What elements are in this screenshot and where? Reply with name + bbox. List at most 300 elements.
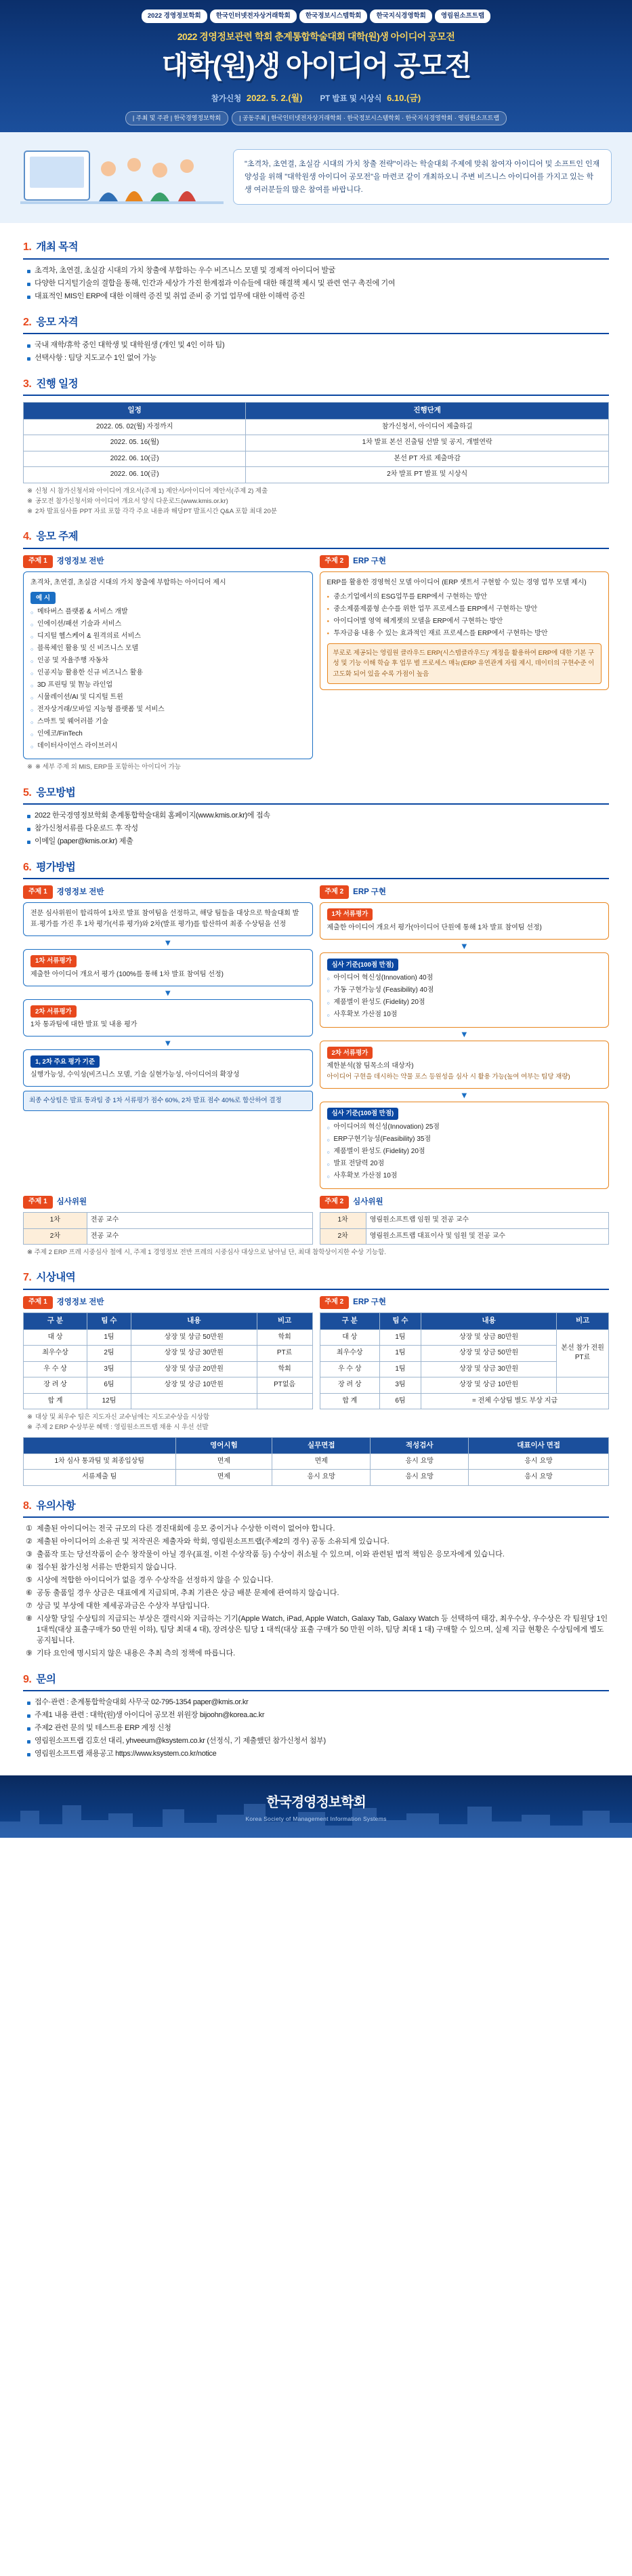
section-apply-number: 5.: [23, 786, 32, 799]
awards-2-tag: 주제 2: [320, 1296, 350, 1310]
awards-1-name: 경영정보 전반: [56, 1298, 104, 1307]
list-item: ⑤ 시상에 적합한 아이디어가 없을 경우 수상작을 선정하지 않을 수 있습니다.: [26, 1575, 274, 1584]
cell-group: 서류제출 팀: [24, 1470, 176, 1486]
judges-2-head: [320, 1196, 610, 1209]
table-row: [320, 1228, 609, 1245]
notice-text: 접수된 참가신청 서류는 반환되지 않습니다.: [37, 1563, 177, 1572]
cell-remark: PT료: [257, 1346, 312, 1362]
eval-1-tag: 주제 1: [23, 885, 53, 899]
cell-teams: 1팀: [379, 1346, 421, 1362]
section-awards-heading: 시상내역: [36, 1272, 76, 1284]
footer-logo-name-en: Korea Society of Management Information Systems: [245, 1815, 387, 1822]
section-notice: [23, 1498, 609, 1659]
arrow-down-icon: ▼: [459, 1089, 469, 1100]
cell-value: 응시 요망: [272, 1470, 371, 1486]
section-evaluation-title: [23, 860, 609, 879]
awards-2-table: [320, 1312, 610, 1409]
column-header-division: 구 분: [24, 1313, 87, 1329]
section-awards-title: [23, 1270, 609, 1289]
list-item: ○ 3D 프린팅 및 智능 라인업: [30, 680, 306, 691]
list-item: 이메일 (paper@kmis.or.kr) 제출: [26, 837, 609, 847]
judges-1-head: [23, 1196, 313, 1209]
eval-2-name: ERP 구현: [353, 887, 387, 896]
cell-value: 면제: [175, 1453, 272, 1470]
section-eligibility: [23, 315, 609, 364]
note-item: ※ 주제 2 ERP 수상부문 혜택 : 영림원소프트랩 채용 시 우선 선발: [27, 1422, 609, 1432]
judges-2-table: [320, 1212, 610, 1245]
notice-text: 상금 및 부상에 대한 제세공과금은 수상자 부담입니다.: [37, 1601, 210, 1610]
judges-2-name: 심사위원: [353, 1198, 383, 1207]
cell-group: 1차 심사 통과팀 및 최종입상팀: [24, 1453, 176, 1470]
purpose-list: [23, 266, 609, 302]
section-purpose-title: [23, 239, 609, 259]
eval-1-step-3: [23, 1049, 313, 1087]
cell-remark: 학회: [257, 1329, 312, 1346]
table-row: [24, 1329, 313, 1346]
section-eligibility-title: [23, 315, 609, 334]
cell-content: 상장 및 상금 10만원: [131, 1377, 257, 1394]
list-item: ○ 시뮬레이션/AI 및 디지털 트윈: [30, 692, 306, 703]
eval-1-head: [23, 885, 313, 899]
list-item: ⑧ 시상할 당일 수상팀의 지급되는 부상은 갤럭시와 지급하는 기기(Apple Watch, iPad, Apple Watch, Galaxy Tab, Galaxy Watch 등 선택하여 태강, 최우수상, 우수상은 각 팀원당 1인 1대씩(대상 표출구매가 50 만원 이하), 팀당 최대 4 대), 장려상은 팀당 1 대씩(대상 표출 구매가 50 만원 이하, 팀당 최대 1 대) 구매할 수 있으며, 실제 지급 현황은 수상팀에게 별도 공지됩니다.: [26, 1614, 608, 1645]
cell-teams: 6팀: [87, 1377, 131, 1394]
section-evaluation-number: 6.: [23, 861, 32, 873]
section-theme: [23, 529, 609, 772]
section-contact-number: 9.: [23, 1673, 32, 1685]
cell-remark: 본선 참가 전원 PT료: [557, 1329, 609, 1377]
cell-value: 응시 요망: [371, 1453, 469, 1470]
eval-1-step-2-tag: 2차 서류평가: [30, 1005, 77, 1018]
intro-illustration: [20, 142, 224, 212]
awards-2-head: [320, 1296, 610, 1310]
header-dates: [0, 92, 632, 105]
cell-division: 대 상: [24, 1329, 87, 1346]
awards-1-table: [23, 1312, 313, 1409]
apply-list: [23, 811, 609, 847]
column-header-division: 구 분: [320, 1313, 379, 1329]
association-pill: 한국정보시스템학회: [299, 9, 368, 23]
cell-content: 상장 및 상금 50만원: [421, 1346, 556, 1362]
list-item: ○ 인에코/FinTech: [30, 729, 306, 740]
theme-2-highlight: 부로로 제공되는 영림원 클라우드 ERP(시스템클라우드)' 계정을 활용하여 ERP에 대한 기본 구성 및 기능 이해 학습 후 업무 별 프로세스 매뉴(ERP 유연관계 자립 제시, 데이터의 구현수준 이 고도화 되어 있을 수록 가점이 높음: [327, 643, 602, 684]
theme-column-1: [23, 555, 313, 773]
list-item: ○ 스마트 및 웨어러블 기술: [30, 717, 306, 727]
table-header-row: [24, 1313, 313, 1329]
cell-division: 합 계: [320, 1393, 379, 1409]
list-item: ② 제출된 아이디어의 소유권 및 저작권은 제출자와 학회, 영림원소프트랩(주제2의 경우) 공동 소유되게 있습니다.: [26, 1537, 389, 1546]
cell-value: 응시 요망: [469, 1470, 609, 1486]
section-notice-title: [23, 1498, 609, 1518]
table-row: [24, 435, 609, 451]
cell-judge: 전공 교수: [87, 1213, 312, 1229]
benefit-table: [23, 1437, 609, 1486]
eval-1-step-1-text: 제출한 아이디어 개요서 평가 (100%를 통해 1차 발표 참여팀 선정): [30, 971, 224, 979]
cell-content: 상장 및 상금 80만원: [421, 1329, 556, 1346]
awards-1-head: [23, 1296, 313, 1310]
list-item: ○ 가동 구현가능성 (Feasibility) 40점: [327, 985, 602, 996]
column-header-content: 내용: [421, 1313, 556, 1329]
eval-2-step-1-text: 제출한 아이디어 개요서 평가(아이디어 단원에 통해 1차 발표 참여팀 선정): [326, 924, 542, 932]
arrow-down-icon: ▼: [459, 941, 469, 952]
table-row: [320, 1393, 609, 1409]
eval-1-step-2: [23, 999, 313, 1037]
theme-1-example-tag: 예 시: [30, 592, 56, 604]
arrow-down-icon: ▼: [163, 1038, 173, 1049]
section-apply: [23, 785, 609, 847]
cell-teams: 2팀: [87, 1346, 131, 1362]
contact-item-theme1[interactable]: 주제1 내용 관련 : 대학(원)생 아이디어 공모전 위원장 bijoohn@korea.ac.kr: [26, 1710, 609, 1721]
list-item: ○ 사후확보 가산점 10점: [327, 1009, 602, 1020]
cell-date: 2022. 06. 10(금): [24, 451, 246, 467]
contact-item-office[interactable]: 접수·관련 : 춘계통합학술대회 사무국 02-795-1354 paper@kmis.or.kr: [26, 1697, 609, 1708]
list-item: ○ 메타버스 플랫폼 & 서비스 개발: [30, 607, 306, 618]
column-header-remark: 비고: [257, 1313, 312, 1329]
list-item: 선택사항 : 팀당 지도교수 1인 없어 가능: [26, 353, 609, 364]
cell-teams: 1팀: [379, 1329, 421, 1346]
theme-column-2: [320, 555, 610, 773]
list-item: 초격차, 초연결, 초실감 시대의 가치 창출에 부합하는 우수 비즈니스 모델 및 경제적 아이디어 발굴: [26, 266, 609, 277]
eval-2-criteria-2: [320, 1102, 610, 1189]
association-pill: 영림원소프트랩: [435, 9, 490, 23]
association-pill-row: [0, 9, 632, 23]
cell-content: 상장 및 상금 30만원: [131, 1346, 257, 1362]
column-header-ceo-interview: 대표이사 면접: [469, 1437, 609, 1453]
notice-text: 기타 요인에 명시되지 않은 내용은 추최 측의 정책에 따릅니다.: [37, 1649, 236, 1657]
eval-1-step-3-text: 실행가능성, 수익성(비즈니스 모델, 기술 실현가능성, 아이디어의 확장성: [30, 1071, 240, 1079]
section-eligibility-number: 2.: [23, 316, 32, 328]
contact-item-theme2: 주제2 관련 문의 및 테스트용 ERP 계정 신청: [26, 1723, 609, 1734]
column-header-practical-interview: 실무면접: [272, 1437, 371, 1453]
list-item: ● 아이디어별 영역 헤게젯의 모델을 ERP에서 구현하는 방안: [327, 616, 602, 627]
table-row: [24, 1453, 609, 1470]
arrow-down-icon: ▼: [459, 1029, 469, 1040]
theme-1-head: [23, 555, 313, 569]
list-item: ○ 인공 및 자율주행 자동차: [30, 656, 306, 666]
cell-division: 장 려 상: [24, 1377, 87, 1394]
theme-2-tag: 주제 2: [320, 555, 350, 569]
table-row: [24, 1393, 313, 1409]
pt-date: [320, 92, 421, 105]
organizer-row: [0, 111, 632, 125]
table-row: [320, 1377, 609, 1394]
apply-date: [211, 92, 303, 105]
apply-date-value: 2022. 5. 2.(월): [246, 92, 303, 103]
theme-1-tag: 주제 1: [23, 555, 53, 569]
cell-round: 2차: [320, 1228, 366, 1245]
table-row: [24, 467, 609, 483]
cell-value: 면제: [175, 1470, 272, 1486]
list-item: ○ 인공지능 활용한 신규 비즈니스 활용: [30, 668, 306, 679]
cell-teams: 12팀: [87, 1393, 131, 1409]
pt-date-value: 6.10.(금): [387, 92, 421, 103]
list-item: ○ 발표 전달력 20점: [327, 1159, 602, 1169]
cell-teams: 3팀: [379, 1377, 421, 1394]
organizer-cohost: | 공동주최 | 한국인터넷전자상거래학회 · 한국정보시스템학회 · 한국지식경영학회 · 영림원소프트랩: [232, 111, 507, 125]
section-theme-heading: 응모 주제: [36, 531, 79, 543]
section-eligibility-heading: 응모 자격: [36, 316, 79, 328]
cell-division: 합 계: [24, 1393, 87, 1409]
page-title: 대학(원)생 아이디어 공모전: [161, 50, 471, 82]
cell-stage: 2차 발표 PT 발표 및 시상식: [246, 467, 609, 483]
eval-2-criteria-2-tag: 심사 기준(100점 만점): [327, 1108, 399, 1120]
cell-content: [131, 1393, 257, 1409]
judges-2-tag: 주제 2: [320, 1196, 350, 1209]
section-evaluation: [23, 860, 609, 1258]
cell-remark: [557, 1377, 609, 1394]
section-awards: [23, 1270, 609, 1485]
note-item: ※ ※ 주제 2 ERP 프레 시중심사 철에 시, 주제 1 경영정보 전반 프레의 시중심사 대상으로 남아님 단, 최대 참학상이지한 수상 기능함.: [27, 1247, 609, 1257]
theme-1-note: [23, 762, 313, 772]
theme-2-head: [320, 555, 610, 569]
awards-column-1: [23, 1296, 313, 1409]
list-item: ⑥ 공동 출품일 경우 상금은 대표에게 지급되며, 추최 기관은 상금 배분 문제에 관여하지 않습니다.: [26, 1588, 339, 1597]
cell-content: = 전체 수상팀 별도 부상 지급: [421, 1393, 608, 1409]
theme-2-name: ERP 구현: [353, 557, 387, 566]
list-item: ⑨ 기타 요인에 명시되지 않은 내용은 추최 측의 정책에 따릅니다.: [26, 1649, 236, 1657]
section-purpose-heading: 개최 목적: [36, 241, 79, 254]
cell-round: 2차: [24, 1228, 87, 1245]
organizer-host: | 주최 및 주관 | 한국경영정보학회: [125, 111, 228, 125]
eval-2-criteria-2-list: [327, 1122, 602, 1182]
judges-column-1: [23, 1196, 313, 1245]
cell-stage: 본선 PT 자료 제출마감: [246, 451, 609, 467]
list-item: ○ 데이터사이언스 라이브러시: [30, 741, 306, 752]
table-row: [24, 1361, 313, 1377]
cell-content: 상장 및 상금 50만원: [131, 1329, 257, 1346]
list-item: ① 제출된 아이디어는 전국 규모의 다른 경진대회에 응모 중이거나 수상한 이력이 없어야 합니다.: [26, 1525, 335, 1533]
table-header-row: [24, 403, 609, 419]
notice-text: 제출된 아이디어의 소유권 및 저작권은 제출자와 학회, 영림원소프트랩(주제2의 경우) 공동 소유되게 있습니다.: [37, 1537, 389, 1546]
poster-header: [0, 0, 632, 132]
eval-2-step-2-sub: 아이디어 구현을 데시하는 약물 포스 등원성을 심사 시 활용 가능(높여 여부는 팀당 재량): [326, 1073, 570, 1081]
judges-note: [23, 1247, 609, 1257]
cell-round: 1차: [24, 1213, 87, 1229]
eval-1-intro: 전문 심사위원이 합리하여 1차로 발표 참여팀을 선정하고, 해당 팀들을 대상으로 학술대회 발표·평가를 가진 후 1차 평가(서류 평가)와 2차(발표 평가)를 합산하여 최종 수상팀을 선정: [23, 902, 313, 936]
eval-1-step-2-text: 1차 통과팀에 대한 발표 및 내용 평가: [30, 1021, 138, 1029]
cell-stage: 1차 발표 본선 진출팀 선발 및 공지, 개별연락: [246, 435, 609, 451]
column-header-stage: 진행단계: [246, 403, 609, 419]
schedule-notes: [23, 486, 609, 517]
association-pill: 한국지식경영학회: [370, 9, 431, 23]
arrow-down-icon: ▼: [163, 988, 173, 999]
cell-teams: 1팀: [379, 1361, 421, 1377]
theme-1-desc: 초격차, 초연결, 초실감 시대의 가치 창출에 부합하는 아이디어 제시: [30, 579, 226, 587]
table-header-row: [320, 1313, 609, 1329]
table-row: [320, 1213, 609, 1229]
eval-2-step-1: [320, 902, 610, 940]
column-header-teams: 팀 수: [87, 1313, 131, 1329]
section-contact-heading: 문의: [36, 1673, 56, 1685]
cell-remark: [257, 1393, 312, 1409]
cell-remark: PT없음: [257, 1377, 312, 1394]
table-row: [24, 1377, 313, 1394]
awards-column-2: [320, 1296, 610, 1409]
cell-division: 대 상: [320, 1329, 379, 1346]
section-contact: [23, 1672, 609, 1760]
eval-2-head: [320, 885, 610, 899]
cell-remark: 학회: [257, 1361, 312, 1377]
notice-list: [23, 1524, 609, 1659]
awards-2-name: ERP 구현: [353, 1298, 387, 1307]
column-header-blank: [24, 1437, 176, 1453]
eval-2-step-1-tag: 1차 서류평가: [327, 908, 373, 921]
eval-2-criteria-1: [320, 952, 610, 1028]
contact-list: [23, 1697, 609, 1760]
notice-text: 시상할 당일 수상팀의 지급되는 부상은 갤럭시와 지급하는 기기(Apple Watch, iPad, Apple Watch, Galaxy Tab, Galaxy Watch 등 선택하여 태강, 최우수상, 우수상은 각 팀원당 1인 1대씩(대상 표출구매가 50 만원 이하), 팀당 최대 4 대), 장려상은 팀당 1 대씩(대상 표출 구매가 50 만원 이하, 팀당 최대 1 대) 구매할 수 있으며, 실제 지급 현황은 수상팀에게 별도 공지됩니다.: [37, 1614, 608, 1645]
eligibility-list: [23, 340, 609, 364]
section-purpose-number: 1.: [23, 241, 32, 254]
cell-date: 2022. 05. 16(월): [24, 435, 246, 451]
section-schedule-title: [23, 376, 609, 396]
cell-value: 응시 요망: [371, 1470, 469, 1486]
judges-1-name: 심사위원: [56, 1198, 87, 1207]
eval-1-name: 경영정보 전반: [56, 887, 104, 896]
notice-text: 시상에 적합한 아이디어가 없을 경우 수상작을 선정하지 않을 수 있습니다.: [37, 1575, 274, 1584]
cell-value: 면제: [272, 1453, 371, 1470]
cell-judge: 전공 교수: [87, 1228, 312, 1245]
theme-2-box: [320, 571, 610, 690]
awards-1-tag: 주제 1: [23, 1296, 53, 1310]
eval-2-step-2-text: 제한분석(참 팀목소의 대상자): [326, 1062, 414, 1070]
section-schedule: [23, 376, 609, 517]
column-header-content: 내용: [131, 1313, 257, 1329]
cell-division: 최우수상: [24, 1346, 87, 1362]
cell-value: 응시 요망: [469, 1453, 609, 1470]
list-item: ○ 제품별이 완성도 (Fidelity) 20점: [327, 1146, 602, 1157]
cell-judge: 영림원소프트랩 대표이사 및 임원 및 전공 교수: [366, 1228, 608, 1245]
eval-1-step-1: [23, 949, 313, 986]
evaluation-column-1: [23, 885, 313, 1188]
list-item: ③ 출품작 또는 당선작품이 순수 창작물이 아닐 경우(표절, 이전 수상작품 등) 수상이 취소될 수 있으며, 이와 관련된 법적 책임은 응모자에게 있습니다.: [26, 1550, 505, 1559]
cell-judge: 영림원소프트랩 임원 및 전공 교수: [366, 1213, 608, 1229]
cell-teams: 6팀: [379, 1393, 421, 1409]
list-item: ⑦ 상금 및 부상에 대한 제세공과금은 수상자 부담입니다.: [26, 1601, 210, 1610]
cell-stage: 참가신청서, 아이디어 제출하길: [246, 419, 609, 435]
cell-content: 상장 및 상금 20만원: [131, 1361, 257, 1377]
eval-1-final: 최종 수상팀은 발표 통과팀 중 1차 서류평가 점수 60%, 2차 발표 점수 40%로 합산하여 결정: [23, 1091, 313, 1110]
list-item: 2022 한국경영정보학회 춘계통합학술대회 홈페이지(www.kmis.or.kr)에 접속: [26, 811, 609, 822]
cell-division: 최우수상: [320, 1346, 379, 1362]
eval-2-step-2-tag: 2차 서류평가: [327, 1047, 373, 1059]
list-item: ○ 블록체인 활용 및 신 비즈니스 모델: [30, 643, 306, 654]
eval-2-step-2: [320, 1041, 610, 1088]
header-subtitle: 2022 경영정보관련 학회 춘계통합학술대회 대학(원)생 아이디어 공모전: [177, 31, 455, 42]
association-pill: 한국인터넷전자상거래학회: [210, 9, 297, 23]
table-row: [24, 1228, 313, 1245]
note-item: ※ ※ 세부 주제 외 MIS, ERP를 포함하는 아이디어 가능: [27, 762, 313, 772]
column-header-remark: 비고: [557, 1313, 609, 1329]
eval-1-step-1-tag: 1차 서류평가: [30, 955, 77, 967]
list-item: ○ 사후확보 가산점 10점: [327, 1171, 602, 1182]
note-item: ※ 공모전 참가신청서와 아이디어 개요서 양식 다운로드(www.kmis.or.kr): [27, 496, 609, 506]
table-row: [24, 1346, 313, 1362]
list-item: ● 중소기업에서의 ESG업무를 ERP에서 구현하는 방안: [327, 592, 602, 603]
theme-2-desc: ERP를 활용한 경영혁신 모델 아이디어 (ERP 셋트서 구현할 수 있는 경영 업무 모델 제시): [326, 579, 587, 587]
evaluation-column-2: [320, 885, 610, 1188]
list-item: 대표적인 MIS인 ERP에 대한 이해력 증진 및 취업 준비 중 기업 업무에 대한 이해력 증진: [26, 291, 609, 302]
list-item: ○ 전자상거래/모바일 지능형 플랫폼 및 서비스: [30, 704, 306, 715]
cell-division: 장 려 상: [320, 1377, 379, 1394]
list-item: 국내 재학/휴학 중인 대학생 및 대학원생 (개인 및 4인 이하 팀): [26, 340, 609, 351]
section-purpose: [23, 239, 609, 302]
column-header-english-test: 영어시험: [175, 1437, 272, 1453]
section-contact-title: [23, 1672, 609, 1691]
section-awards-number: 7.: [23, 1272, 32, 1284]
section-apply-heading: 응모방법: [36, 786, 76, 799]
list-item: 다양한 디지털기술의 결합을 통해, 인간과 세상가 가진 한계점과 이슈들에 대한 해결책 제시 및 관련 연구 촉진에 기여: [26, 279, 609, 289]
column-header-teams: 팀 수: [379, 1313, 421, 1329]
column-header-aptitude-test: 적성검사: [371, 1437, 469, 1453]
table-row: [24, 1213, 313, 1229]
list-item: 참가신청서류를 다운로드 후 작성: [26, 824, 609, 834]
section-notice-heading: 유의사항: [36, 1500, 76, 1512]
list-item: ○ ERP구현기능성(Feasibility) 35점: [327, 1134, 602, 1145]
eval-1-step-3-tag: 1, 2차 주요 평가 기준: [30, 1055, 100, 1068]
eval-2-criteria-1-list: [327, 973, 602, 1020]
awards-notes: [23, 1412, 609, 1432]
cell-division: 우 수 상: [320, 1361, 379, 1377]
list-item: ○ 아이디어 혁신성(Innovation) 40점: [327, 973, 602, 984]
pt-date-label: PT 발표 및 시상식: [320, 94, 382, 103]
arrow-down-icon: ▼: [163, 937, 173, 948]
cell-round: 1차: [320, 1213, 366, 1229]
list-item: ○ 아이디어의 혁신성(Innovation) 25점: [327, 1122, 602, 1133]
section-theme-title: [23, 529, 609, 548]
section-evaluation-heading: 평가방법: [36, 861, 76, 873]
section-schedule-heading: 진행 일정: [36, 378, 79, 390]
contact-item-recruit-link[interactable]: 영림원소프트랩 채용공고 https://www.ksystem.co.kr/notice: [26, 1749, 609, 1760]
theme-1-example-list: [30, 607, 306, 752]
cell-content: 상장 및 상금 10만원: [421, 1377, 556, 1394]
list-item: ○ 인에이션/패션 기술과 서비스: [30, 619, 306, 630]
section-schedule-number: 3.: [23, 378, 32, 390]
section-notice-number: 8.: [23, 1500, 32, 1512]
cell-teams: 3팀: [87, 1361, 131, 1377]
footer-logo-name: 한국경영정보학회: [266, 1794, 366, 1810]
notice-text: 출품작 또는 당선작품이 순수 창작물이 아닐 경우(표절, 이전 수상작품 등) 수상이 취소될 수 있으며, 이와 관련된 법적 책임은 응모자에게 있습니다.: [37, 1550, 505, 1559]
notice-text: 공동 출품일 경우 상금은 대표에게 지급되며, 추최 기관은 상금 배분 문제에 관여하지 않습니다.: [37, 1588, 339, 1597]
list-item: ○ 디지털 헬스케어 & 원격의료 서비스: [30, 631, 306, 642]
contact-item-erp-manager[interactable]: 영림원소프트랩 김호선 대리, yhveeum@ksystem.co.kr (선정식, 기 제출했던 참가신청서 첨부): [26, 1736, 609, 1747]
cell-content: 상장 및 상금 30만원: [421, 1361, 556, 1377]
note-item: ※ 신청 시 참가신청서와 아이디어 개요서(주제 1) 제안서/아이디어 제안서(주제 2) 제출: [27, 486, 609, 496]
intro-banner: [0, 132, 632, 223]
theme-2-list: [327, 592, 602, 639]
cell-teams: 1팀: [87, 1329, 131, 1346]
cell-date: 2022. 06. 10(금): [24, 467, 246, 483]
cell-division: 우 수 상: [24, 1361, 87, 1377]
table-header-row: [24, 1437, 609, 1453]
judges-column-2: [320, 1196, 610, 1245]
list-item: ④ 접수된 참가신청 서류는 반환되지 않습니다.: [26, 1563, 177, 1572]
judges-1-table: [23, 1212, 313, 1245]
section-apply-title: [23, 785, 609, 805]
eval-2-tag: 주제 2: [320, 885, 350, 899]
cell-date: 2022. 05. 02(월) 자정까지: [24, 419, 246, 435]
list-item: ● 중소제품제품형 손수를 위한 업무 프로세스를 ERP에서 구현하는 방안: [327, 604, 602, 615]
association-pill: 2022 경영정보학회: [142, 9, 207, 23]
table-row: [24, 1470, 609, 1486]
table-row: [320, 1329, 609, 1346]
column-header-date: 일정: [24, 403, 246, 419]
note-item: ※ 대상 및 최우수 팀은 지도자신 교수님에는 지도교수상을 시상함: [27, 1412, 609, 1422]
eval-2-criteria-1-tag: 심사 기준(100점 만점): [327, 959, 399, 971]
list-item: ● 투자금융 내용 수 있는 효과적인 재료 프로세스를 ERP에서 구현하는 방안: [327, 628, 602, 639]
list-item: ○ 제품별이 완성도 (Fidelity) 20점: [327, 997, 602, 1008]
section-theme-number: 4.: [23, 531, 32, 543]
poster-footer: [0, 1775, 632, 1838]
table-row: [24, 419, 609, 435]
